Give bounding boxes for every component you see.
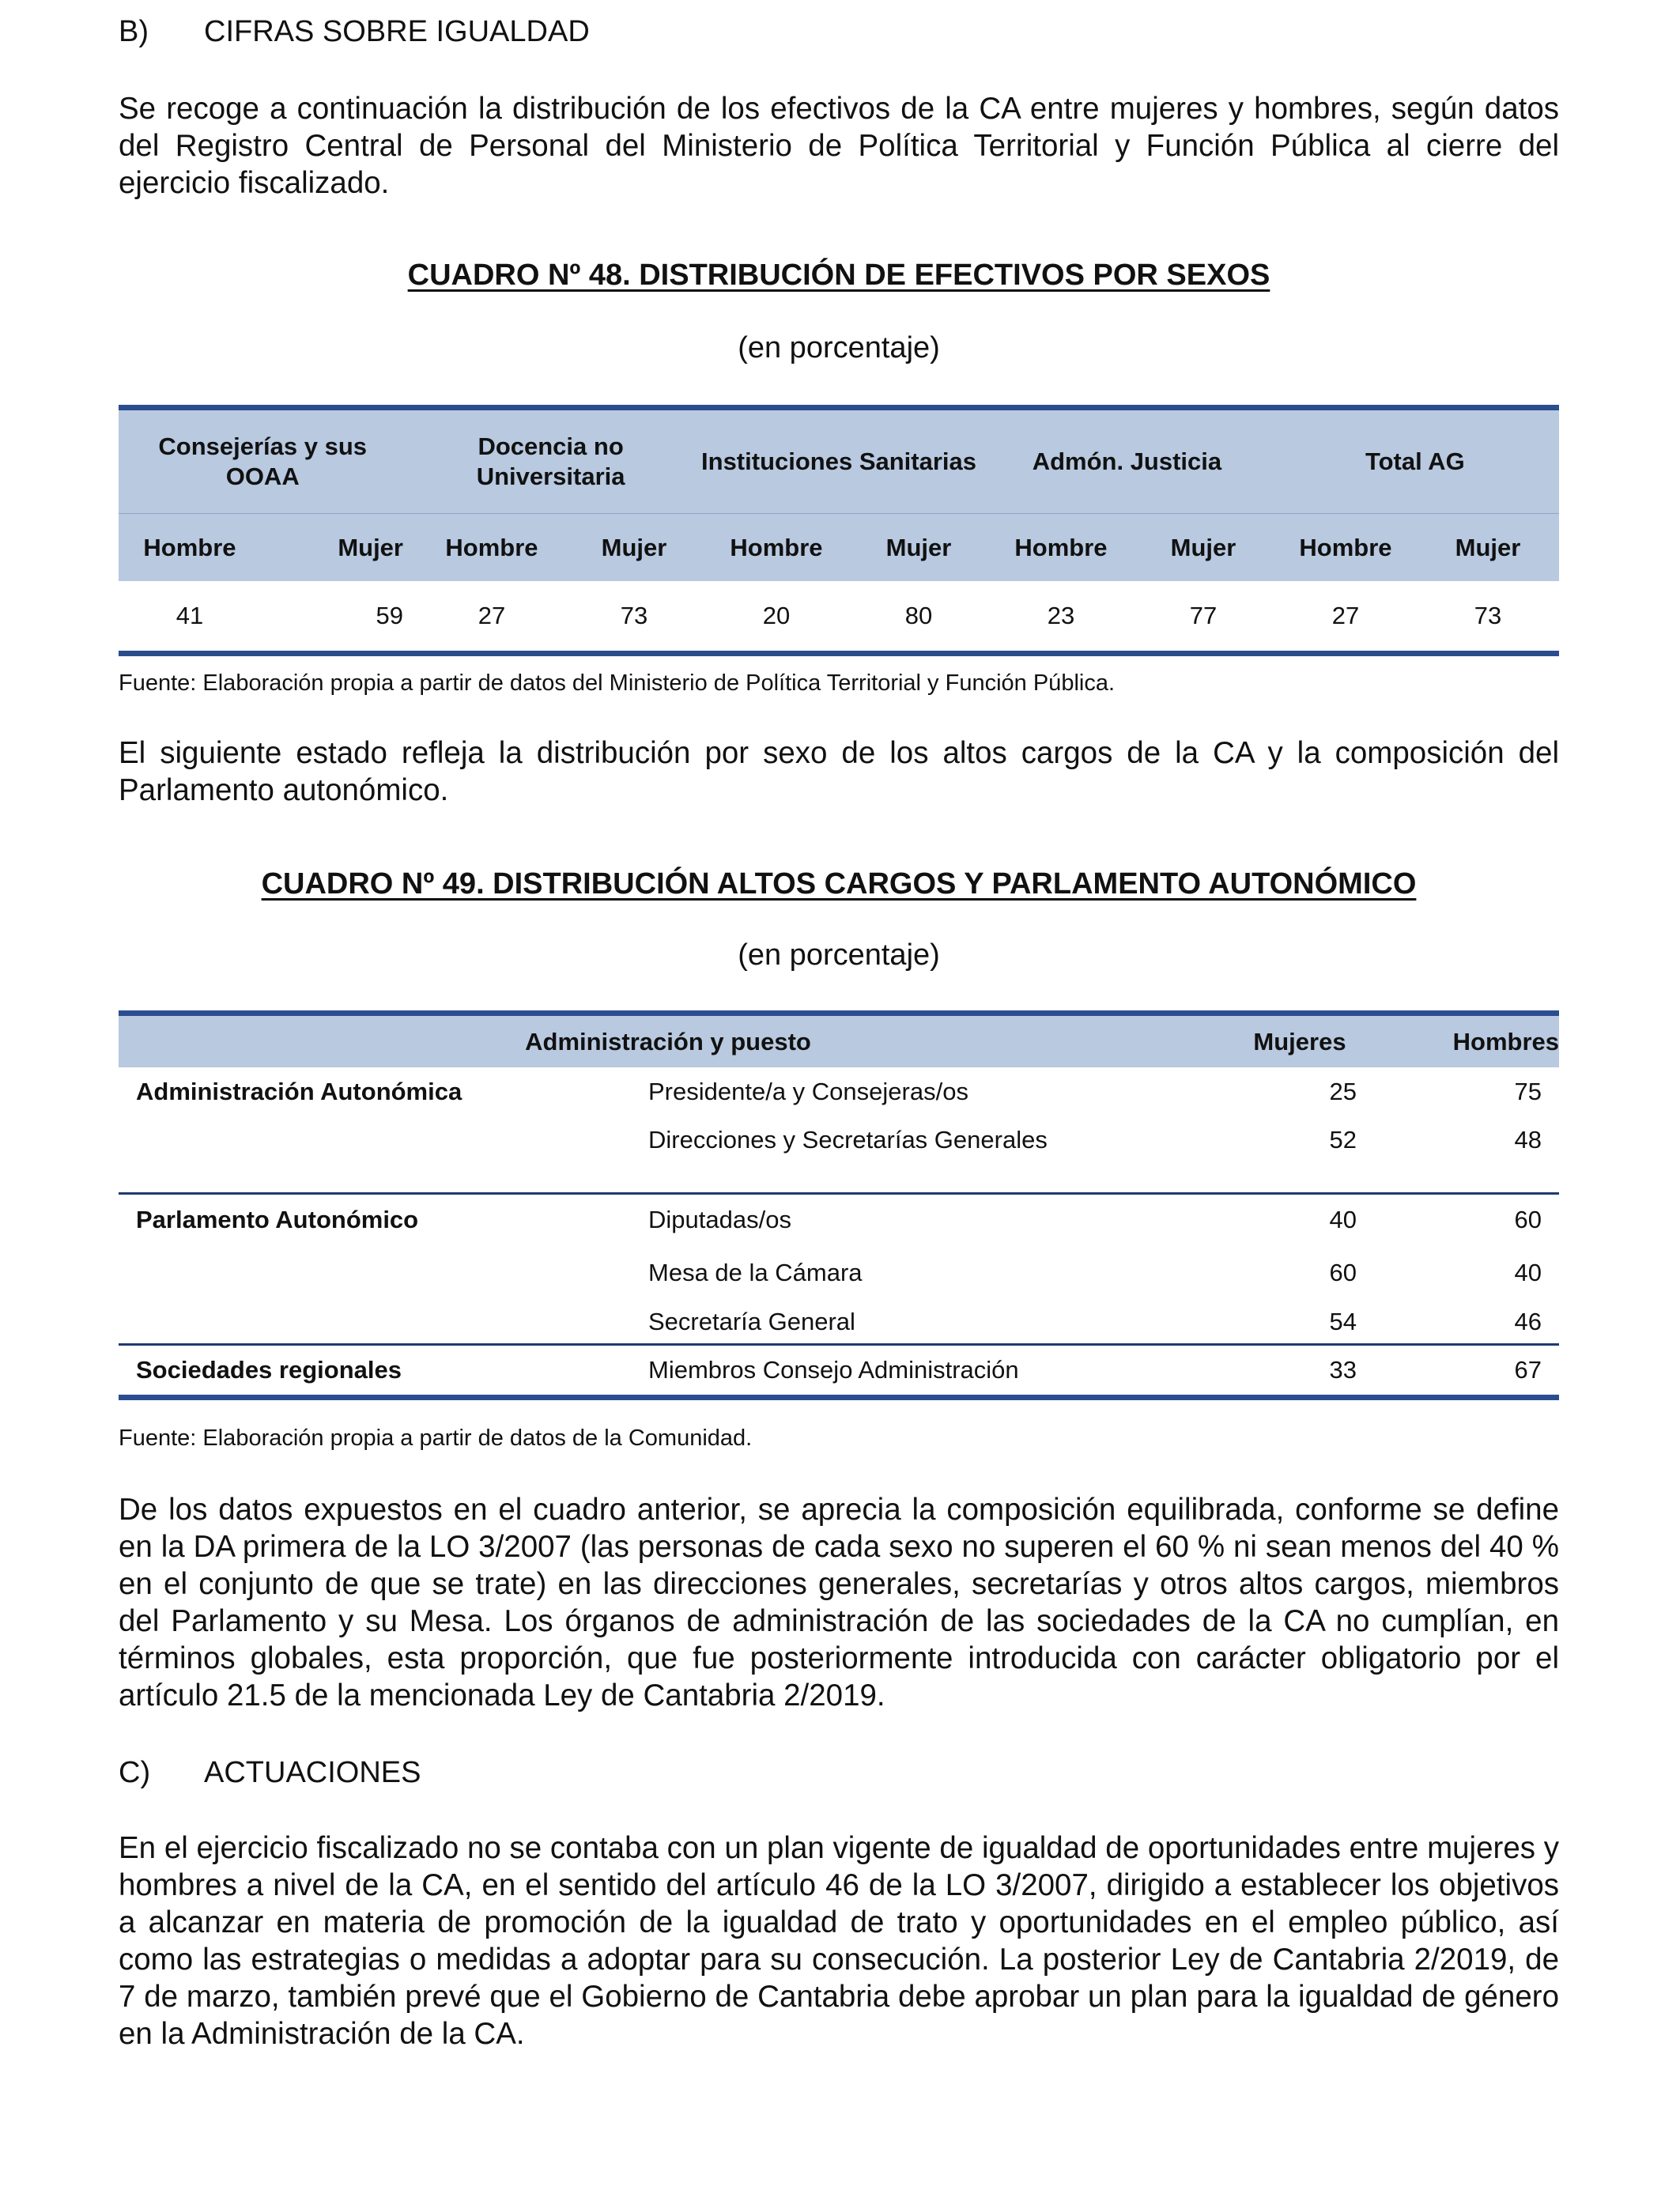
table49-top-rule <box>119 1010 1559 1016</box>
intro-paragraph: Se recoge a continuación la distribución de los efectivos de la CA entre mujeres y hombres, según datos del Registro Central de Personal del Ministerio de Política Territorial y Función Pública al cierre del ejercicio fiscalizado. <box>119 92 1559 200</box>
table-row <box>119 1195 1559 1245</box>
table49-hombres: 46 <box>1514 1308 1542 1335</box>
table48-group-header: Consejerías y sus OOAA <box>158 432 368 490</box>
datos-paragraph: De los datos expuestos en el cuadro anterior, se aprecia la composición equilibrada, conforme se define en la DA primera de la LO 3/2007 (las personas de cada sexo no superen el 60 % ni sean menos del 40 % en el conjunto de que se trate) en las direcciones generales, secretarías y otros altos cargos, miembros del Parlamento y su Mesa. Los órganos de administración de las sociedades de la CA no cumplían, en términos globales, esta proporción, que fue posteriormente introducida con carácter obligatorio por el artículo 21.5 de la mencionada Ley de Cantabria 2/2019. <box>119 1493 1559 1713</box>
table49-hombres: 75 <box>1514 1078 1542 1105</box>
table49-post: Diputadas/os <box>648 1206 791 1233</box>
table49-mujeres: 40 <box>1329 1206 1357 1233</box>
table49-mujeres: 60 <box>1329 1259 1357 1286</box>
section-c-title: ACTUACIONES <box>204 1756 421 1789</box>
table49-post: Mesa de la Cámara <box>648 1259 863 1286</box>
table48-top-rule <box>119 405 1559 410</box>
table48-sex-header: Hombre <box>730 533 823 561</box>
actuaciones-paragraph: En el ejercicio fiscalizado no se contaba con un plan vigente de igualdad de oportunidades entre mujeres y hombres a nivel de la CA, en el sentido del artículo 46 de la LO 3/2007, dirigido a establecer los objetivos a alcanzar en materia de promoción de la igualdad de trato y oportunidades en el empleo público, así como las estrategias o medidas a adoptar para su consecución. La posterior Ley de Cantabria 2/2019, de 7 de marzo, también prevé que el Gobierno de Cantabria debe aprobar un plan para la igualdad de género en la Administración de la CA. <box>119 1831 1559 2051</box>
table49-mujeres: 54 <box>1329 1308 1357 1335</box>
table49-header-mujeres: Mujeres <box>1253 1027 1346 1055</box>
table48-group-header-row <box>119 410 1559 513</box>
table48-sex-header: Hombre <box>445 533 538 561</box>
table49-post: Direcciones y Secretarías Generales <box>648 1126 1048 1154</box>
table49-post: Presidente/a y Consejeras/os <box>648 1078 968 1105</box>
table48-value: 59 <box>376 602 403 629</box>
table49-header-hombres: Hombres <box>1452 1027 1559 1055</box>
table48-value: 20 <box>762 602 791 629</box>
table48-value: 80 <box>904 602 933 629</box>
table49-mujeres: 33 <box>1329 1356 1357 1384</box>
table48-sex-header: Mujer <box>885 533 952 561</box>
table49-mujeres: 52 <box>1329 1126 1357 1154</box>
table49-group: Sociedades regionales <box>136 1356 402 1384</box>
table49-mujeres: 25 <box>1329 1078 1357 1105</box>
table-row <box>119 1116 1559 1164</box>
table49-group: Parlamento Autonómico <box>136 1206 419 1233</box>
table48-title: CUADRO Nº 48. DISTRIBUCIÓN DE EFECTIVOS POR SEXOS <box>407 259 1270 292</box>
table49-title: CUADRO Nº 49. DISTRIBUCIÓN ALTOS CARGOS Y PARLAMENTO AUTONÓMICO <box>261 867 1417 901</box>
table48-sex-header: Hombre <box>1299 533 1392 561</box>
table48-sex-header: Mujer <box>1455 533 1521 561</box>
table49-subtitle: (en porcentaje) <box>738 938 940 972</box>
table48-value: 73 <box>620 602 648 629</box>
table49-group: Administración Autonómica <box>136 1078 462 1105</box>
table-row <box>119 1346 1559 1395</box>
altos-cargos-paragraph: El siguiente estado refleja la distribución por sexo de los altos cargos de la CA y la composición del Parlamento autonómico. <box>119 736 1559 807</box>
table48-group-header: Admón. Justicia <box>1032 447 1222 475</box>
table49-hombres: 60 <box>1514 1206 1542 1233</box>
table48-bottom-rule <box>119 651 1559 656</box>
table49-hombres: 48 <box>1514 1126 1542 1154</box>
section-c-heading <box>119 1755 421 1790</box>
table48-value-row <box>119 581 1559 651</box>
table49-post: Secretaría General <box>648 1308 855 1335</box>
section-b-title: CIFRAS SOBRE IGUALDAD <box>204 15 590 48</box>
section-b-heading <box>119 14 590 49</box>
table49-hombres: 40 <box>1514 1259 1542 1286</box>
table48-sex-header: Mujer <box>1170 533 1236 561</box>
table-row <box>119 1067 1559 1116</box>
table48-sex-header: Hombre <box>143 533 236 561</box>
table49-source: Fuente: Elaboración propia a partir de datos de la Comunidad. <box>119 1426 753 1451</box>
table48-group-header: Docencia no Universitaria <box>476 432 625 490</box>
table48-sex-header: Mujer <box>601 533 667 561</box>
table49-post: Miembros Consejo Administración <box>648 1356 1019 1384</box>
table48-sex-header: Mujer <box>338 533 403 561</box>
table48-value: 27 <box>478 602 506 629</box>
section-c-letter: C) <box>119 1756 151 1789</box>
table49-header-row <box>119 1016 1559 1067</box>
table48-source: Fuente: Elaboración propia a partir de datos del Ministerio de Política Territorial y Función Pública. <box>119 670 1116 696</box>
section-b-letter: B) <box>119 15 149 48</box>
table49-hombres: 67 <box>1514 1356 1542 1384</box>
table48-value: 23 <box>1047 602 1075 629</box>
table49-header-admin: Administración y puesto <box>525 1027 811 1055</box>
table48-value: 77 <box>1189 602 1218 629</box>
table48-group-header: Instituciones Sanitarias <box>701 447 977 475</box>
table49-bottom-rule <box>119 1395 1559 1400</box>
table48-sex-header-row <box>119 513 1559 581</box>
table48-sex-header: Hombre <box>1014 533 1108 561</box>
table49 <box>119 1010 1559 1400</box>
table48-value: 41 <box>176 602 204 629</box>
table49-spacer <box>119 1164 1559 1192</box>
table48 <box>119 405 1559 656</box>
table-row <box>119 1301 1559 1343</box>
table48-subtitle: (en porcentaje) <box>738 331 940 364</box>
table48-value: 27 <box>1331 602 1360 629</box>
table-row <box>119 1245 1559 1301</box>
table48-value: 73 <box>1474 602 1502 629</box>
table48-group-header: Total AG <box>1365 447 1465 475</box>
